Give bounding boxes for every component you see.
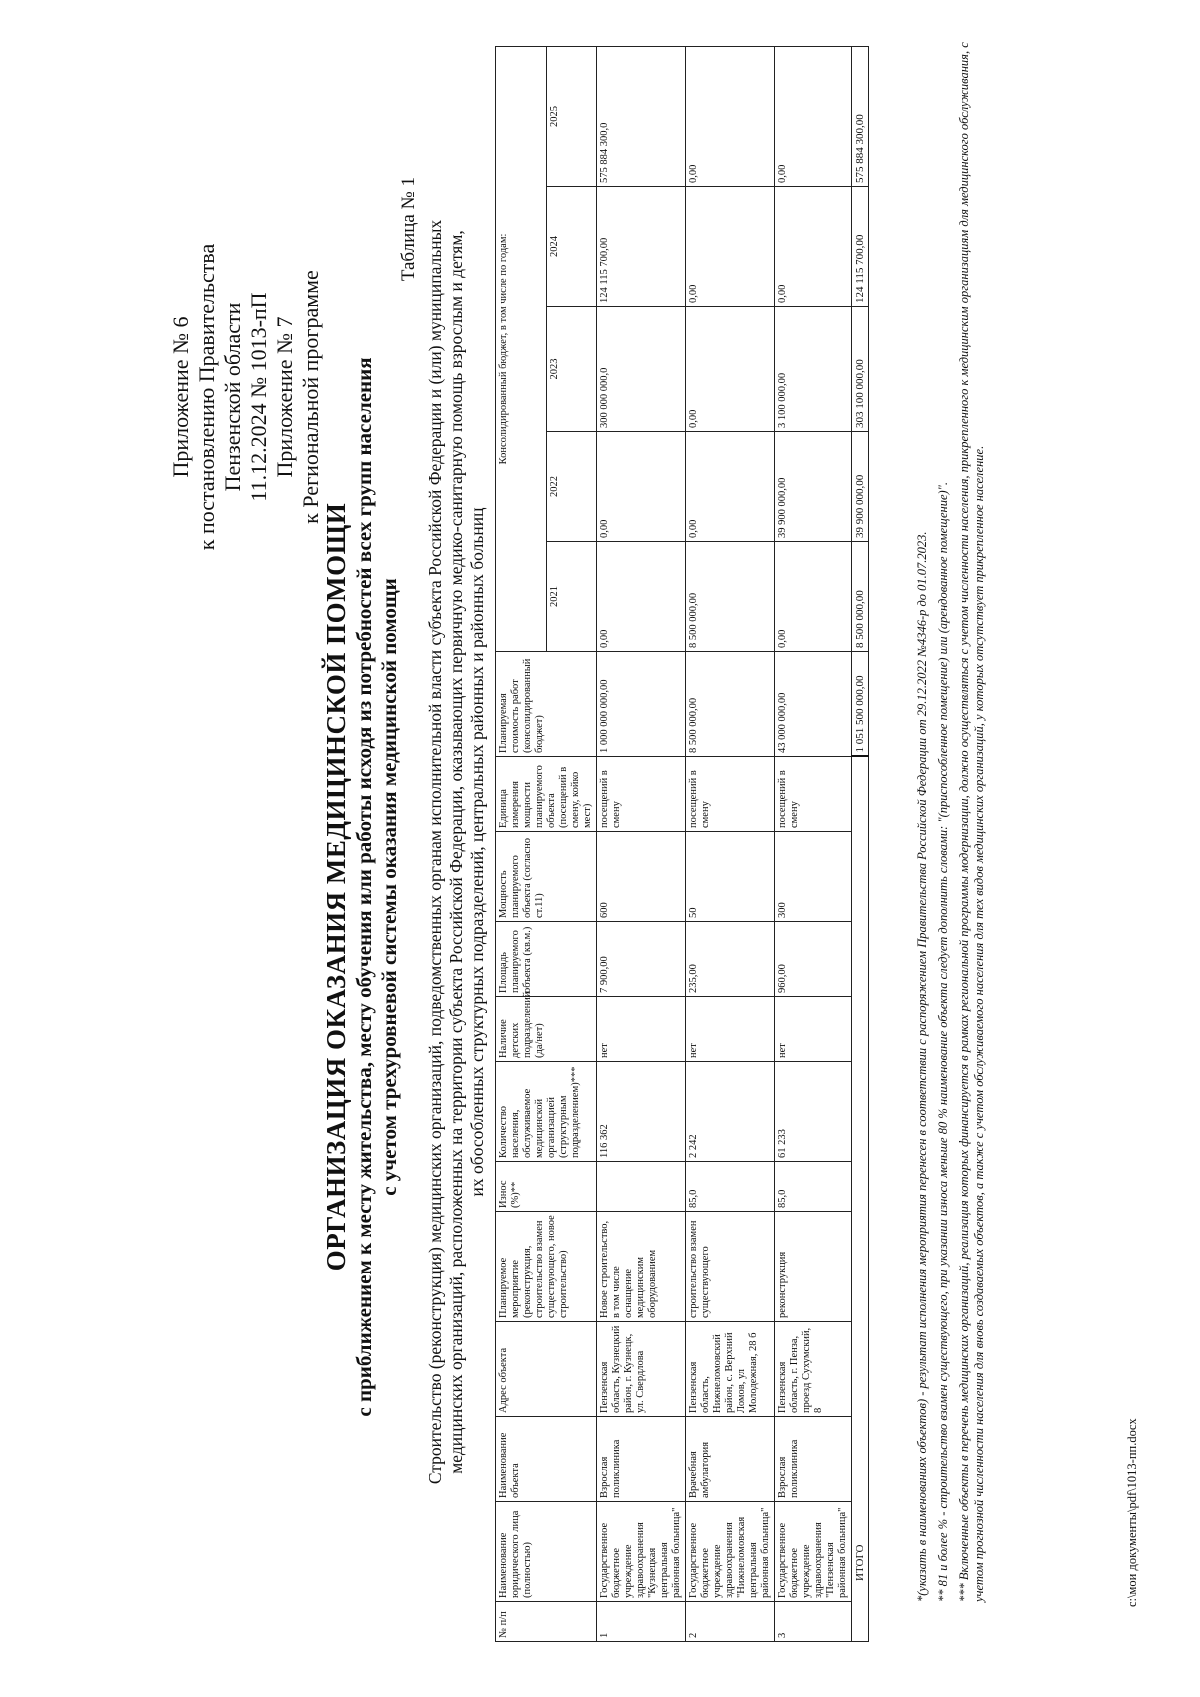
- col-address-header: Адрес объекта: [496, 1322, 597, 1417]
- col-area-header: Площадь планируемого объекта (кв.м.): [496, 922, 597, 997]
- cell-year-value: 575 884 300,0: [597, 46, 686, 186]
- cell-object-name: Взрослая поликлиника: [775, 1417, 852, 1502]
- total-row: [852, 46, 869, 1641]
- cell-year-value: 0,00: [597, 542, 686, 652]
- col-year-header: 2022: [546, 432, 597, 542]
- cell-object-name: Взрослая поликлиника: [597, 1417, 686, 1502]
- col-object-name-header: Наименование объекта: [496, 1417, 597, 1502]
- cell-area: 235,00: [686, 922, 775, 997]
- cell-children: нет: [597, 997, 686, 1062]
- subtitle-2: с учетом трехуровневой системы оказания медицинской помощи: [377, 578, 401, 1196]
- cell-unit: посещений в смену: [686, 757, 775, 832]
- col-population-header: Количество населения, обслуживаемое медицинской организацией (структурным подразделением)***: [496, 1062, 597, 1162]
- subtitle-1: с приближением к месту жительства, месту обучения или работы исходя из потребностей всех групп населения: [352, 357, 376, 1417]
- file-path: c:\мои документы\pdf\1013-пп.docx: [1125, 1418, 1139, 1607]
- total-year-value: 124 115 700,00: [852, 187, 869, 307]
- cell-wear: [597, 1162, 686, 1212]
- budget-group-header: Консолидированный бюджет, в том числе по годам:: [496, 46, 547, 651]
- cell-year-value: 3 100 000,00: [775, 307, 852, 432]
- title-block: [320, 197, 402, 1577]
- total-label: ИТОГО: [852, 757, 869, 1642]
- footnote: ** 81 и более % - строительство взамен существующего, при указании износа меньше 80 % наименование объекта следует дополнить словами: "(приспособленное помещение) или (арендованное помещение)".: [936, 481, 950, 1602]
- col-wear-header: Износ (%)**: [496, 1162, 597, 1212]
- intro-line: Строительство (реконструкция) медицинских организаций, подведомственных органам исполнительной власти субъекта Российской Федерации и (или) муниципальных: [425, 219, 445, 1485]
- cell-year-value: 124 115 700,00: [597, 187, 686, 307]
- cell-num: 2: [686, 1602, 775, 1642]
- cell-year-value: 0,00: [686, 432, 775, 542]
- appendix-line: Приложение № 7: [272, 316, 297, 478]
- cell-population: 116 362: [597, 1062, 686, 1162]
- intro-text: [425, 102, 488, 1602]
- cell-unit: посещений в смену: [597, 757, 686, 832]
- cell-num: 1: [597, 1602, 686, 1642]
- cell-legal-name: Государственное бюджетное учреждение здравоохранения "Кузнецкая центральная районная больница": [597, 1502, 686, 1602]
- cell-activity: строительство взамен существующего: [686, 1212, 775, 1322]
- appendix-line: Пензенской области: [220, 302, 245, 492]
- col-legal-name-header: Наименование юридического лица (полностью): [496, 1502, 597, 1602]
- table-row: [686, 46, 775, 1641]
- col-activity-header: Планируемое мероприятие (реконструкция, строительство взамен существующего, новое строительство): [496, 1212, 597, 1322]
- cell-population: 61 233: [775, 1062, 852, 1162]
- cell-year-value: 0,00: [775, 187, 852, 307]
- cell-cost: 43 000 000,00: [775, 652, 852, 757]
- col-unit-header: Единица измерения мощности планируемого объекта (посещений в смену, койко мест): [496, 757, 597, 832]
- cell-year-value: 0,00: [686, 307, 775, 432]
- total-cost: 1 051 500 000,00: [852, 652, 869, 757]
- col-year-header: 2023: [546, 307, 597, 432]
- construction-table: [495, 46, 869, 1642]
- cell-area: 960,00: [775, 922, 852, 997]
- table-container: [495, 47, 869, 1642]
- cell-unit: посещений в смену: [775, 757, 852, 832]
- cell-capacity: 50: [686, 832, 775, 922]
- appendix-block: [168, 117, 324, 677]
- cell-cost: 8 500 000,00: [686, 652, 775, 757]
- cell-year-value: 0,00: [686, 187, 775, 307]
- cell-num: 3: [775, 1602, 852, 1642]
- main-title: ОРГАНИЗАЦИЯ ОКАЗАНИЯ МЕДИЦИНСКОЙ ПОМОЩИ: [321, 502, 351, 1272]
- appendix-line: к постановлению Правительства: [194, 243, 219, 551]
- cell-year-value: 0,00: [775, 542, 852, 652]
- cell-legal-name: Государственное бюджетное учреждение здравоохранения "Пензенская районная больница": [775, 1502, 852, 1602]
- total-year-value: 39 900 000,00: [852, 432, 869, 542]
- header-row: [496, 46, 547, 1641]
- cell-activity: Новое строительство, в том числе оснащение медицинским оборудованием: [597, 1212, 686, 1322]
- cell-year-value: 300 000 000,0: [597, 307, 686, 432]
- cell-capacity: 300: [775, 832, 852, 922]
- total-year-value: 575 884 300,00: [852, 46, 869, 186]
- cell-year-value: 8 500 000,00: [686, 542, 775, 652]
- col-num-header: № п/п: [496, 1602, 597, 1642]
- col-year-header: 2025: [546, 46, 597, 186]
- intro-line: их обособленных структурных подразделений, центральных районных и районных больниц: [467, 507, 487, 1197]
- cell-children: нет: [775, 997, 852, 1062]
- cell-activity: реконструкция: [775, 1212, 852, 1322]
- cell-year-value: 39 900 000,00: [775, 432, 852, 542]
- cell-population: 2 242: [686, 1062, 775, 1162]
- cell-wear: 85,0: [686, 1162, 775, 1212]
- cell-object-name: Врачебная амбулатория: [686, 1417, 775, 1502]
- cell-address: Пензенская область, Кузнецкий район, г. Кузнецк, ул. Свердлова: [597, 1322, 686, 1417]
- cell-year-value: 0,00: [686, 46, 775, 186]
- col-children-header: Наличие детских подразделений (да/нет): [496, 997, 597, 1062]
- col-year-header: 2021: [546, 542, 597, 652]
- cell-legal-name: Государственное бюджетное учреждение здравоохранения "Нижнеломовская центральная районная больница": [686, 1502, 775, 1602]
- col-capacity-header: Мощность планируемого объекта (согласно ст.11): [496, 832, 597, 922]
- table-row: [597, 46, 686, 1641]
- cell-cost: 1 000 000 000,00: [597, 652, 686, 757]
- cell-address: Пензенская область, Нижнеломовский район, с. Верхний Ломов, ул Молодежная, 28 б: [686, 1322, 775, 1417]
- appendix-line: Приложение № 6: [168, 316, 193, 478]
- appendix-line: к Региональной программе: [298, 270, 323, 524]
- col-cost-header: Планируемая стоимость работ (консолидированный бюджет): [496, 652, 597, 757]
- footnote: *** Включенные объекты в перечень медицинских организаций, реализация которых финансируется в рамках региональной программы модернизации, должно осуществляться с учетом численности населения, прикрепленного к медицинским организациям для медицинского обслуживания, с учетом прогнозной численности населения для вновь создаваемых объектов, а также с учетом обслуживаемого населения для тех видов медицинских организаций, у которых отсутствует прикрепленное население.: [957, 42, 986, 1602]
- cell-capacity: 600: [597, 832, 686, 922]
- cell-children: нет: [686, 997, 775, 1062]
- appendix-line: 11.12.2024 № 1013-пП: [246, 292, 271, 502]
- intro-line: медицинских организаций, расположенных на территории субъекта Российской Федерации, оказывающих первичную медико-санитарную помощь взрослым и детям,: [446, 230, 466, 1474]
- table-caption: Таблица № 1: [398, 177, 419, 282]
- cell-year-value: 0,00: [597, 432, 686, 542]
- cell-address: Пензенская область, г. Пенза, проезд Сухумский, 8: [775, 1322, 852, 1417]
- cell-wear: 85,0: [775, 1162, 852, 1212]
- table-row: [775, 46, 852, 1641]
- total-year-value: 303 100 000,00: [852, 307, 869, 432]
- footnote: *(указать в наименованиях объектов) - результат исполнения мероприятия перенесен в соответствии с распоряжением Правительства Российской Федерации от 29.12.2022 №4346-р до 01.07.2023.: [915, 531, 929, 1602]
- cell-area: 7 900,00: [597, 922, 686, 997]
- cell-year-value: 0,00: [775, 46, 852, 186]
- footnotes: [915, 42, 993, 1602]
- total-year-value: 8 500 000,00: [852, 542, 869, 652]
- col-year-header: 2024: [546, 187, 597, 307]
